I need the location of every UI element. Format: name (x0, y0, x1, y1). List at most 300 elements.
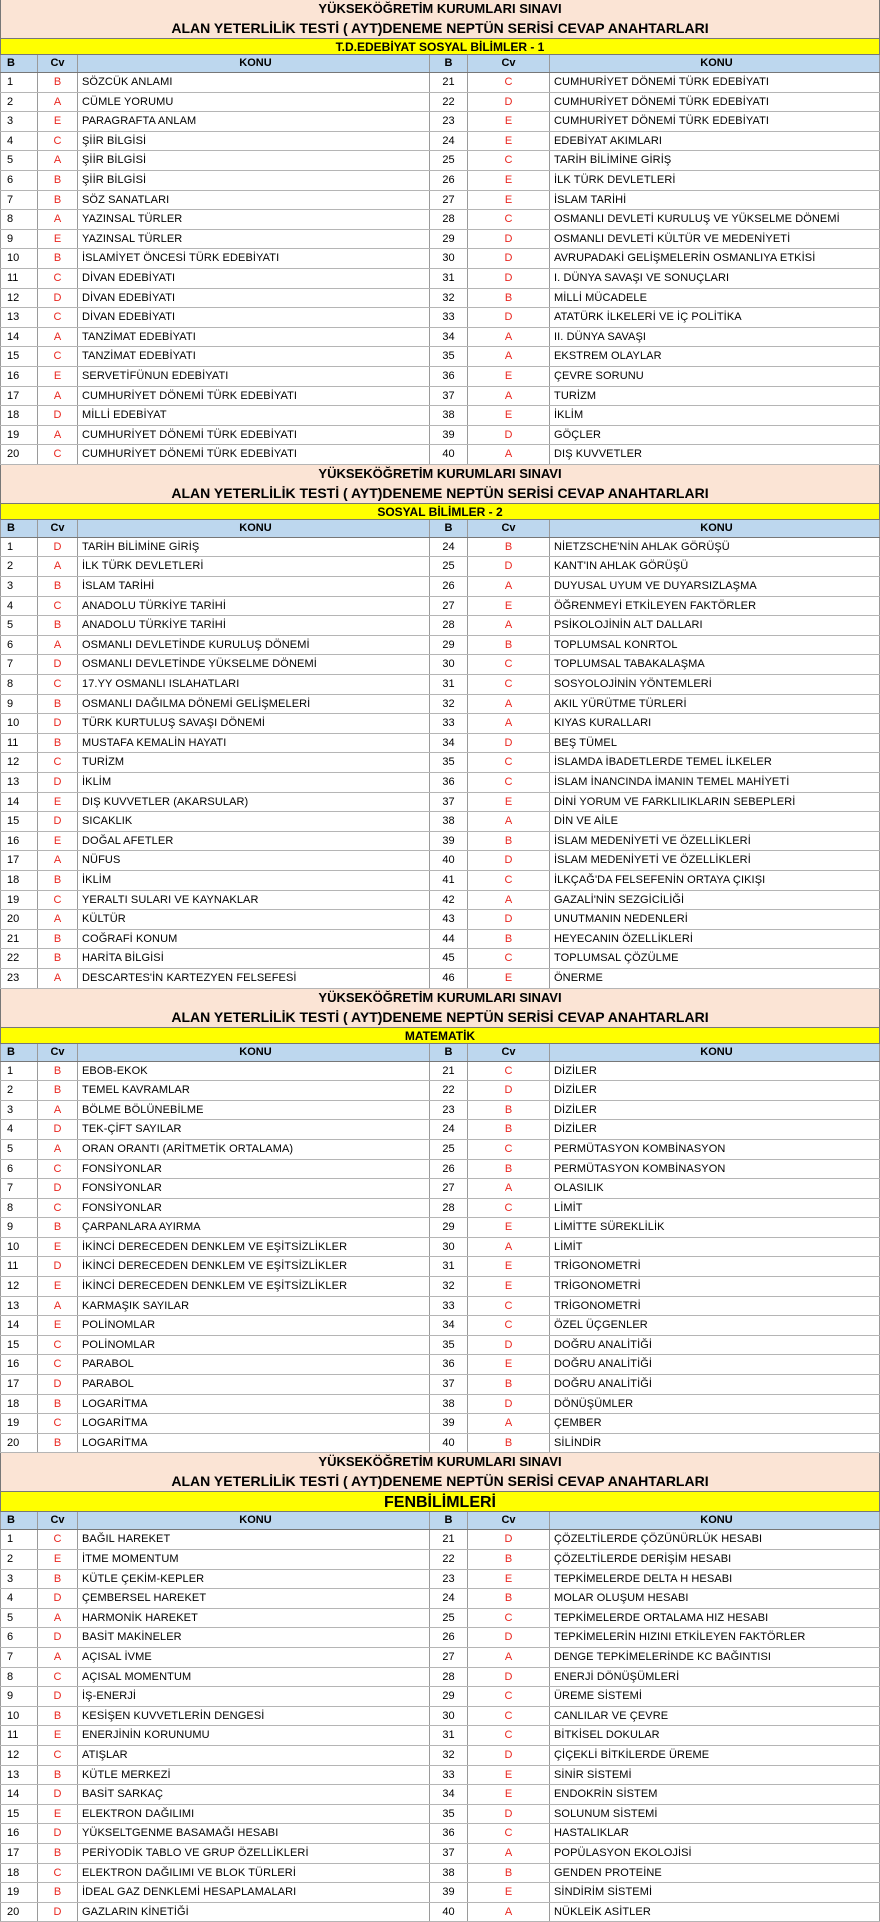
answer-letter: C (38, 1160, 78, 1179)
table-row (0, 930, 880, 950)
topic-name: DOĞRU ANALİTİĞİ (550, 1375, 880, 1394)
topic-name: TURİZM (78, 753, 430, 772)
answer-letter: A (38, 1609, 78, 1628)
topic-name: TRİGONOMETRİ (550, 1277, 880, 1296)
answer-letter: C (38, 347, 78, 366)
table-row (0, 426, 880, 446)
question-number: 32 (430, 695, 468, 714)
answer-letter: B (468, 538, 550, 557)
topic-name: COĞRAFİ KONUM (78, 930, 430, 949)
col-header-b: B (0, 1512, 38, 1529)
table-row (0, 1903, 880, 1922)
topic-name: PSİKOLOJİNİN ALT DALLARI (550, 616, 880, 635)
question-number: 14 (0, 1785, 38, 1804)
question-number: 8 (0, 210, 38, 229)
table-row (0, 1160, 880, 1180)
topic-name: İKİNCİ DERECEDEN DENKLEM VE EŞİTSİZLİKLER (78, 1238, 430, 1257)
question-number: 4 (0, 1589, 38, 1608)
question-number: 31 (430, 269, 468, 288)
question-number: 11 (0, 269, 38, 288)
topic-name: ŞİİR BİLGİSİ (78, 132, 430, 151)
question-number: 30 (430, 249, 468, 268)
topic-name: ÇEVRE SORUNU (550, 367, 880, 386)
table-row (0, 1297, 880, 1317)
topic-name: ÇÖZELTİLERDE DERİŞİM HESABI (550, 1550, 880, 1569)
topic-name: CUMHURİYET DÖNEMİ TÜRK EDEBİYATI (550, 93, 880, 112)
topic-name: MİLLİ EDEBİYAT (78, 406, 430, 425)
topic-name: MUSTAFA KEMALİN HAYATI (78, 734, 430, 753)
topic-name: OSMANLI DEVLETİNDE KURULUŞ DÖNEMİ (78, 636, 430, 655)
answer-letter: A (38, 851, 78, 870)
topic-name: TARİH BİLİMİNE GİRİŞ (550, 151, 880, 170)
topic-name: KÜTLE ÇEKİM-KEPLER (78, 1570, 430, 1589)
answer-letter: D (38, 1687, 78, 1706)
topic-name: DİN VE AİLE (550, 812, 880, 831)
topic-name: BAĞIL HAREKET (78, 1530, 430, 1549)
answer-letter: E (468, 112, 550, 131)
question-number: 15 (0, 1336, 38, 1355)
table-row (0, 73, 880, 93)
topic-name: PERİYODİK TABLO VE GRUP ÖZELLİKLERİ (78, 1844, 430, 1863)
answer-letter: E (468, 1277, 550, 1296)
answer-letter: B (38, 191, 78, 210)
topic-name: LİMİT (550, 1238, 880, 1257)
answer-letter: E (38, 230, 78, 249)
topic-name: TEPKİMELERDE ORTALAMA HIZ HESABI (550, 1609, 880, 1628)
topic-name: ŞİİR BİLGİSİ (78, 171, 430, 190)
col-header-cv: Cv (468, 1512, 550, 1529)
question-number: 35 (430, 1336, 468, 1355)
answer-letter: D (38, 1785, 78, 1804)
answer-letter: A (468, 616, 550, 635)
question-number: 26 (430, 577, 468, 596)
col-header-cv: Cv (468, 55, 550, 72)
question-number: 28 (430, 210, 468, 229)
topic-name: İŞ-ENERJİ (78, 1687, 430, 1706)
col-header-konu: KONU (78, 1044, 430, 1061)
table-row (0, 1883, 880, 1903)
answer-letter: A (468, 1648, 550, 1667)
topic-name: DİVAN EDEBİYATI (78, 308, 430, 327)
topic-name: SİNİR SİSTEMİ (550, 1766, 880, 1785)
answer-letter: D (468, 1336, 550, 1355)
table-row (0, 406, 880, 426)
topic-name: YAZINSAL TÜRLER (78, 210, 430, 229)
answer-letter: B (38, 1218, 78, 1237)
question-number: 35 (430, 1805, 468, 1824)
answer-letter: B (38, 1434, 78, 1453)
question-number: 26 (430, 1160, 468, 1179)
answer-letter: B (38, 1395, 78, 1414)
topic-name: LOGARİTMA (78, 1414, 430, 1433)
answer-letter: B (38, 1883, 78, 1902)
topic-name: CUMHURİYET DÖNEMİ TÜRK EDEBİYATI (550, 112, 880, 131)
answer-letter: B (468, 1864, 550, 1883)
question-number: 19 (0, 891, 38, 910)
answer-letter: B (468, 636, 550, 655)
question-number: 39 (430, 426, 468, 445)
question-number: 31 (430, 675, 468, 694)
exam-header-line2: ALAN YETERLİLİK TESTİ ( AYT)DENEME NEPTÜN SERİSİ CEVAP ANAHTARLARI (171, 1473, 709, 1490)
topic-name: ÇARPANLARA AYIRMA (78, 1218, 430, 1237)
answer-letter: C (38, 1336, 78, 1355)
question-number: 22 (430, 1081, 468, 1100)
question-number: 20 (0, 1434, 38, 1453)
topic-name: YÜKSELTGENME BASAMAĞI HESABI (78, 1824, 430, 1843)
exam-header-line1: YÜKSEKÖĞRETİM KURUMLARI SINAVI (318, 1454, 562, 1470)
section-title: FENBİLİMLERİ (0, 1491, 880, 1512)
topic-name: BİTKİSEL DOKULAR (550, 1726, 880, 1745)
topic-name: ATIŞLAR (78, 1746, 430, 1765)
question-number: 13 (0, 1297, 38, 1316)
question-number: 16 (0, 367, 38, 386)
topic-name: İTME MOMENTUM (78, 1550, 430, 1569)
topic-name: DENGE TEPKİMELERİNDE KC BAĞINTISI (550, 1648, 880, 1667)
answer-letter: E (468, 191, 550, 210)
topic-name: I. DÜNYA SAVAŞI VE SONUÇLARI (550, 269, 880, 288)
topic-name: AÇISAL MOMENTUM (78, 1668, 430, 1687)
topic-name: ÖZEL ÜÇGENLER (550, 1316, 880, 1335)
answer-letter: E (38, 832, 78, 851)
table-row (0, 597, 880, 617)
col-header-b: B (0, 1044, 38, 1061)
answer-letter: D (38, 1120, 78, 1139)
question-number: 17 (0, 851, 38, 870)
table-row (0, 695, 880, 715)
question-number: 16 (0, 832, 38, 851)
question-number: 2 (0, 557, 38, 576)
question-number: 30 (430, 1238, 468, 1257)
question-number: 18 (0, 871, 38, 890)
answer-letter: B (468, 930, 550, 949)
topic-name: PARABOL (78, 1375, 430, 1394)
answer-letter: C (468, 1726, 550, 1745)
topic-name: AKIL YÜRÜTME TÜRLERİ (550, 695, 880, 714)
topic-name: LİMİTTE SÜREKLİLİK (550, 1218, 880, 1237)
question-number: 3 (0, 577, 38, 596)
answer-letter: A (38, 969, 78, 988)
question-number: 3 (0, 112, 38, 131)
answer-letter: E (468, 1766, 550, 1785)
answer-letter: D (38, 1257, 78, 1276)
answer-letter: E (468, 367, 550, 386)
answer-letter: D (38, 289, 78, 308)
question-number: 24 (430, 1120, 468, 1139)
topic-name: İKLİM (78, 871, 430, 890)
topic-name: ELEKTRON DAĞILIMI VE BLOK TÜRLERİ (78, 1864, 430, 1883)
topic-name: AÇISAL İVME (78, 1648, 430, 1667)
table-row (0, 171, 880, 191)
answer-letter: E (38, 367, 78, 386)
topic-name: NİETZSCHE'NİN AHLAK GÖRÜŞÜ (550, 538, 880, 557)
topic-name: ÇÖZELTİLERDE ÇÖZÜNÜRLÜK HESABI (550, 1530, 880, 1549)
col-header-konu: KONU (550, 1044, 880, 1061)
answer-letter: A (38, 1297, 78, 1316)
answer-letter: D (468, 1395, 550, 1414)
topic-name: SOLUNUM SİSTEMİ (550, 1805, 880, 1824)
answer-letter: D (468, 308, 550, 327)
question-number: 30 (430, 655, 468, 674)
topic-name: CUMHURİYET DÖNEMİ TÜRK EDEBİYATI (550, 73, 880, 92)
column-header-row (0, 520, 880, 538)
topic-name: SİNDİRİM SİSTEMİ (550, 1883, 880, 1902)
topic-name: ANADOLU TÜRKİYE TARİHİ (78, 597, 430, 616)
question-number: 34 (430, 1316, 468, 1335)
table-row (0, 812, 880, 832)
answer-letter: C (38, 891, 78, 910)
question-number: 19 (0, 1414, 38, 1433)
question-number: 7 (0, 191, 38, 210)
question-number: 32 (430, 289, 468, 308)
answer-letter: B (38, 734, 78, 753)
col-header-b: B (430, 1512, 468, 1529)
question-number: 36 (430, 1824, 468, 1843)
exam-header-line1: YÜKSEKÖĞRETİM KURUMLARI SINAVI (318, 465, 562, 481)
topic-name: ÇEMBERSEL HAREKET (78, 1589, 430, 1608)
answer-letter: A (468, 1414, 550, 1433)
answer-letter: C (38, 132, 78, 151)
question-number: 18 (0, 1864, 38, 1883)
topic-name: KESİŞEN KUVVETLERİN DENGESİ (78, 1707, 430, 1726)
answer-letter: C (468, 1824, 550, 1843)
table-row (0, 577, 880, 597)
topic-name: FONSİYONLAR (78, 1179, 430, 1198)
question-number: 33 (430, 308, 468, 327)
column-header-row (0, 55, 880, 73)
topic-name: TOPLUMSAL KONRTOL (550, 636, 880, 655)
answer-letter: C (38, 1530, 78, 1549)
answer-letter: E (468, 969, 550, 988)
question-number: 22 (430, 1550, 468, 1569)
question-number: 29 (430, 230, 468, 249)
answer-letter: C (468, 773, 550, 792)
question-number: 25 (430, 557, 468, 576)
answer-letter: E (38, 793, 78, 812)
table-row (0, 1530, 880, 1550)
topic-name: LOGARİTMA (78, 1395, 430, 1414)
table-row (0, 871, 880, 891)
question-number: 5 (0, 616, 38, 635)
topic-name: İLK TÜRK DEVLETLERİ (550, 171, 880, 190)
question-number: 39 (430, 1414, 468, 1433)
answer-letter: B (38, 1844, 78, 1863)
question-number: 45 (430, 949, 468, 968)
answer-letter: B (38, 695, 78, 714)
table-row (0, 1726, 880, 1746)
question-number: 21 (430, 1530, 468, 1549)
question-number: 13 (0, 773, 38, 792)
answer-letter: E (38, 1726, 78, 1745)
answer-letter: B (468, 1434, 550, 1453)
topic-name: İLKÇAĞ'DA FELSEFENİN ORTAYA ÇIKIŞI (550, 871, 880, 890)
topic-name: DOĞRU ANALİTİĞİ (550, 1336, 880, 1355)
table-row (0, 1414, 880, 1434)
topic-name: DESCARTES'İN KARTEZYEN FELSEFESİ (78, 969, 430, 988)
topic-name: SICAKLIK (78, 812, 430, 831)
question-number: 21 (430, 1062, 468, 1081)
answer-letter: D (38, 655, 78, 674)
table-row (0, 1199, 880, 1219)
topic-name: DİVAN EDEBİYATI (78, 289, 430, 308)
answer-letter: A (38, 328, 78, 347)
exam-header-line2: ALAN YETERLİLİK TESTİ ( AYT)DENEME NEPTÜN SERİSİ CEVAP ANAHTARLARI (171, 1008, 709, 1025)
answer-letter: D (468, 1746, 550, 1765)
table-row (0, 1277, 880, 1297)
answer-letter: A (468, 891, 550, 910)
exam-header (0, 989, 880, 1027)
question-number: 4 (0, 1120, 38, 1139)
answer-letter: D (468, 734, 550, 753)
answer-letter: A (38, 557, 78, 576)
topic-name: HASTALIKLAR (550, 1824, 880, 1843)
question-number: 28 (430, 616, 468, 635)
answer-letter: D (38, 1628, 78, 1647)
question-number: 31 (430, 1726, 468, 1745)
table-row (0, 269, 880, 289)
question-number: 2 (0, 1081, 38, 1100)
topic-name: İSLAM MEDENİYETİ VE ÖZELLİKLERİ (550, 832, 880, 851)
table-row (0, 1864, 880, 1884)
answer-letter: D (38, 1824, 78, 1843)
col-header-cv: Cv (38, 520, 78, 537)
answer-letter: D (38, 812, 78, 831)
question-number: 27 (430, 1179, 468, 1198)
answer-letter: C (468, 1199, 550, 1218)
table-row (0, 734, 880, 754)
table-row (0, 1766, 880, 1786)
answer-letter: A (38, 210, 78, 229)
table-row (0, 1805, 880, 1825)
answer-letter: A (38, 1101, 78, 1120)
exam-header (0, 465, 880, 503)
question-number: 37 (430, 1375, 468, 1394)
section-title: MATEMATİK (0, 1027, 880, 1044)
topic-name: CUMHURİYET DÖNEMİ TÜRK EDEBİYATI (78, 426, 430, 445)
topic-name: ANADOLU TÜRKİYE TARİHİ (78, 616, 430, 635)
exam-header (0, 1453, 880, 1491)
question-number: 43 (430, 910, 468, 929)
question-number: 30 (430, 1707, 468, 1726)
topic-name: PARAGRAFTA ANLAM (78, 112, 430, 131)
topic-name: OLASILIK (550, 1179, 880, 1198)
topic-name: DİNİ YORUM VE FARKLILIKLARIN SEBEPLERİ (550, 793, 880, 812)
table-row (0, 851, 880, 871)
topic-name: UNUTMANIN NEDENLERİ (550, 910, 880, 929)
answer-letter: C (38, 269, 78, 288)
topic-name: TANZİMAT EDEBİYATI (78, 328, 430, 347)
answer-letter: B (468, 1101, 550, 1120)
table-row (0, 191, 880, 211)
table-row (0, 1375, 880, 1395)
answer-letter: A (38, 1140, 78, 1159)
question-number: 24 (430, 1589, 468, 1608)
answer-letter: C (38, 1746, 78, 1765)
question-number: 24 (430, 538, 468, 557)
topic-name: ENERJİ DÖNÜŞÜMLERİ (550, 1668, 880, 1687)
topic-name: MİLLİ MÜCADELE (550, 289, 880, 308)
table-row (0, 1746, 880, 1766)
answer-letter: B (468, 1550, 550, 1569)
question-number: 29 (430, 636, 468, 655)
topic-name: DUYUSAL UYUM VE DUYARSIZLAŞMA (550, 577, 880, 596)
table-row (0, 891, 880, 911)
topic-name: TÜRK KURTULUŞ SAVAŞI DÖNEMİ (78, 714, 430, 733)
question-number: 36 (430, 1355, 468, 1374)
question-number: 29 (430, 1687, 468, 1706)
question-number: 27 (430, 1648, 468, 1667)
table-row (0, 308, 880, 328)
question-number: 40 (430, 851, 468, 870)
answer-letter: A (468, 1903, 550, 1922)
topic-name: TEK-ÇİFT SAYILAR (78, 1120, 430, 1139)
table-row (0, 1844, 880, 1864)
topic-name: KIYAS KURALLARI (550, 714, 880, 733)
topic-name: POLİNOMLAR (78, 1316, 430, 1335)
column-header-row (0, 1044, 880, 1062)
topic-name: HARİTA BİLGİSİ (78, 949, 430, 968)
question-number: 14 (0, 1316, 38, 1335)
answer-letter: E (468, 132, 550, 151)
table-row (0, 1550, 880, 1570)
table-row (0, 1140, 880, 1160)
topic-name: PERMÜTASYON KOMBİNASYON (550, 1160, 880, 1179)
question-number: 26 (430, 171, 468, 190)
table-row (0, 1336, 880, 1356)
answer-letter: B (468, 1375, 550, 1394)
answer-letter: A (38, 636, 78, 655)
question-number: 39 (430, 832, 468, 851)
topic-name: TANZİMAT EDEBİYATI (78, 347, 430, 366)
question-number: 7 (0, 655, 38, 674)
topic-name: CUMHURİYET DÖNEMİ TÜRK EDEBİYATI (78, 445, 430, 464)
question-number: 10 (0, 1707, 38, 1726)
answer-letter: B (468, 1160, 550, 1179)
topic-name: GAZLARIN KİNETİĞİ (78, 1903, 430, 1922)
answer-letter: B (38, 1570, 78, 1589)
question-number: 28 (430, 1199, 468, 1218)
answer-letter: A (468, 387, 550, 406)
table-row (0, 289, 880, 309)
question-number: 38 (430, 1864, 468, 1883)
question-number: 11 (0, 1726, 38, 1745)
topic-name: DIŞ KUVVETLER (550, 445, 880, 464)
topic-name: İSLAMİYET ÖNCESİ TÜRK EDEBİYATI (78, 249, 430, 268)
question-number: 10 (0, 1238, 38, 1257)
topic-name: PERMÜTASYON KOMBİNASYON (550, 1140, 880, 1159)
question-number: 23 (430, 112, 468, 131)
answer-letter: A (468, 577, 550, 596)
question-number: 37 (430, 387, 468, 406)
answer-letter: A (38, 93, 78, 112)
table-row (0, 832, 880, 852)
question-number: 16 (0, 1824, 38, 1843)
question-number: 12 (0, 1277, 38, 1296)
col-header-konu: KONU (550, 55, 880, 72)
topic-name: LOGARİTMA (78, 1434, 430, 1453)
col-header-konu: KONU (78, 55, 430, 72)
exam-header-line1: YÜKSEKÖĞRETİM KURUMLARI SINAVI (318, 989, 562, 1005)
topic-name: CÜMLE YORUMU (78, 93, 430, 112)
topic-name: DOĞRU ANALİTİĞİ (550, 1355, 880, 1374)
col-header-b: B (430, 55, 468, 72)
question-number: 14 (0, 793, 38, 812)
table-row (0, 1101, 880, 1121)
table-row (0, 636, 880, 656)
topic-name: İSLAM TARİHİ (78, 577, 430, 596)
question-number: 22 (430, 93, 468, 112)
answer-letter: A (468, 714, 550, 733)
question-number: 9 (0, 1218, 38, 1237)
